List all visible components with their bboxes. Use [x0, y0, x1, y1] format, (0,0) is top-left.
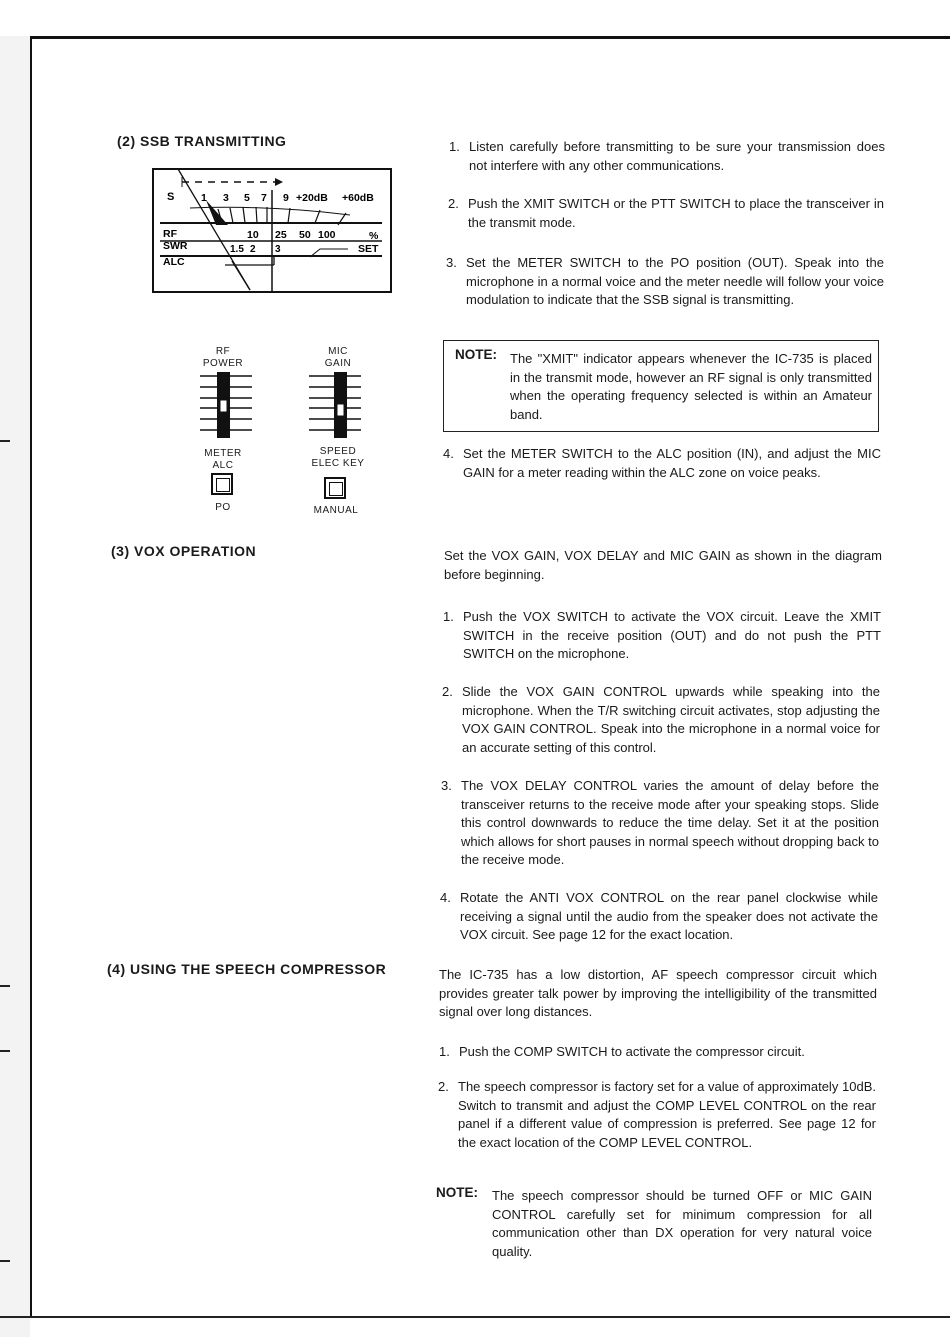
note-text: The "XMIT" indicator appears whenever the IC-735 is placed in the transmit mode, however an RF signal is only transmitted when the operating frequency selected is within an Amateur band.	[510, 351, 872, 422]
scan-left-margin	[0, 36, 30, 1337]
scan-top-margin	[0, 0, 950, 36]
meter-s-label: S	[167, 191, 175, 203]
list-item: 4. Rotate the ANTI VOX CONTROL on the rear panel clockwise while receiving a signal until the audio from the speaker does not activate the VOX circuit. See page 12 for the exact location.	[440, 890, 878, 942]
meter-swr-tick-label: 3	[275, 244, 281, 255]
note-label: NOTE:	[436, 1185, 478, 1200]
meter-rf-tick-label: 50	[299, 229, 311, 241]
rf-power-slider[interactable]	[198, 370, 254, 440]
meter-scale-diagram	[150, 163, 395, 295]
list-item: 3. The VOX DELAY CONTROL varies the amount of delay before the transceiver returns to the receive mode after your speaking stops. Slide this control downwards to reduce the time delay. Set it at the position which allows for short pauses in normal speech without dropping back to the receive mode.	[441, 778, 879, 867]
list-item: 1. Push the VOX SWITCH to activate the VOX circuit. Leave the XMIT SWITCH in the receive position (OUT) and do not push the PTT SWITCH on the microphone.	[443, 609, 881, 661]
section-heading-ssb: (2) SSB TRANSMITTING	[117, 133, 287, 149]
meter-s-tick-label: 1	[201, 192, 207, 204]
meter-swr-label: SWR	[163, 240, 188, 252]
note-text: The speech compressor should be turned OFF or MIC GAIN CONTROL carefully set for minimum compression for all communication other than DX operation for very natural voice quality.	[492, 1188, 872, 1259]
mic-gain-label: MIC GAIN	[324, 346, 352, 369]
list-item: 3. Set the METER SWITCH to the PO position (OUT). Speak into the microphone in a normal voice and the meter needle will follow your voice modulation to indicate that the SSB signal is transmitting.	[446, 255, 884, 307]
list-item: 2. The speech compressor is factory set for a value of approximately 10dB. Switch to transmit and adjust the COMP LEVEL CONTROL on the rear panel if a different value of compression is preferred. See page 12 for the exact location of the COMP LEVEL CONTROL.	[438, 1079, 876, 1150]
speed-switch-label: SPEED ELEC KEY	[311, 446, 365, 469]
mic-gain-slider[interactable]	[307, 370, 363, 440]
list-item: 2. Push the XMIT SWITCH or the PTT SWITCH to place the transceiver in the transmit mode.	[448, 196, 884, 230]
elec-key-switch-button[interactable]	[324, 477, 346, 499]
list-item: 2. Slide the VOX GAIN CONTROL upwards while speaking into the microphone. When the T/R switching circuit activates, stop adjusting the VOX GAIN CONTROL. Speak into the microphone in a normal voice for an accurate setting of this control.	[442, 684, 880, 755]
compressor-intro: The IC-735 has a low distortion, AF speech compressor circuit which provides greater talk power by improving the intelligibility of the transmitted signal over long distances.	[439, 967, 877, 1019]
manual-label: MANUAL	[313, 505, 359, 516]
meter-rf-tick-label: 25	[275, 229, 287, 241]
binding-mark	[0, 985, 10, 987]
section-heading-vox: (3) VOX OPERATION	[111, 543, 257, 559]
meter-s-tick-label: 3	[223, 192, 229, 204]
meter-rf-unit: %	[369, 230, 379, 242]
meter-rf-tick-label: 10	[247, 229, 259, 241]
rf-power-label: RF POWER	[202, 346, 244, 369]
meter-s-tick-label: +20dB	[296, 192, 328, 204]
po-label: PO	[215, 502, 231, 513]
meter-rf-tick-label: 100	[318, 229, 336, 241]
note-label: NOTE:	[455, 347, 497, 362]
list-item: 4. Set the METER SWITCH to the ALC position (IN), and adjust the MIC GAIN for a meter reading within the ALC zone on voice peaks.	[443, 446, 881, 480]
meter-swr-tick-label: 1.5	[230, 244, 244, 255]
meter-switch-label: METER ALC	[204, 448, 242, 471]
meter-set-label: SET	[358, 243, 379, 255]
list-item: 1. Listen carefully before transmitting to be sure your transmission does not interfere with any other communications.	[449, 139, 885, 173]
vox-intro: Set the VOX GAIN, VOX DELAY and MIC GAIN as shown in the diagram before beginning.	[444, 548, 882, 582]
page-top-edge	[30, 36, 950, 39]
meter-s-tick-label: 7	[261, 192, 267, 204]
meter-rf-label: RF	[163, 228, 177, 240]
meter-s-tick-label: 9	[283, 192, 289, 204]
page-left-edge	[30, 36, 32, 1316]
binding-mark	[0, 1260, 10, 1262]
meter-switch-button[interactable]	[211, 473, 233, 495]
meter-swr-tick-label: 2	[250, 244, 256, 255]
section-heading-compressor: (4) USING THE SPEECH COMPRESSOR	[107, 961, 387, 977]
meter-alc-label: ALC	[163, 256, 185, 268]
list-item: 1. Push the COMP SWITCH to activate the compressor circuit.	[439, 1044, 805, 1059]
meter-s-tick-label: 5	[244, 192, 250, 204]
binding-mark	[0, 1050, 10, 1052]
page-bottom-edge	[0, 1316, 950, 1318]
binding-mark	[0, 440, 10, 442]
meter-s-tick-label: +60dB	[342, 192, 374, 204]
